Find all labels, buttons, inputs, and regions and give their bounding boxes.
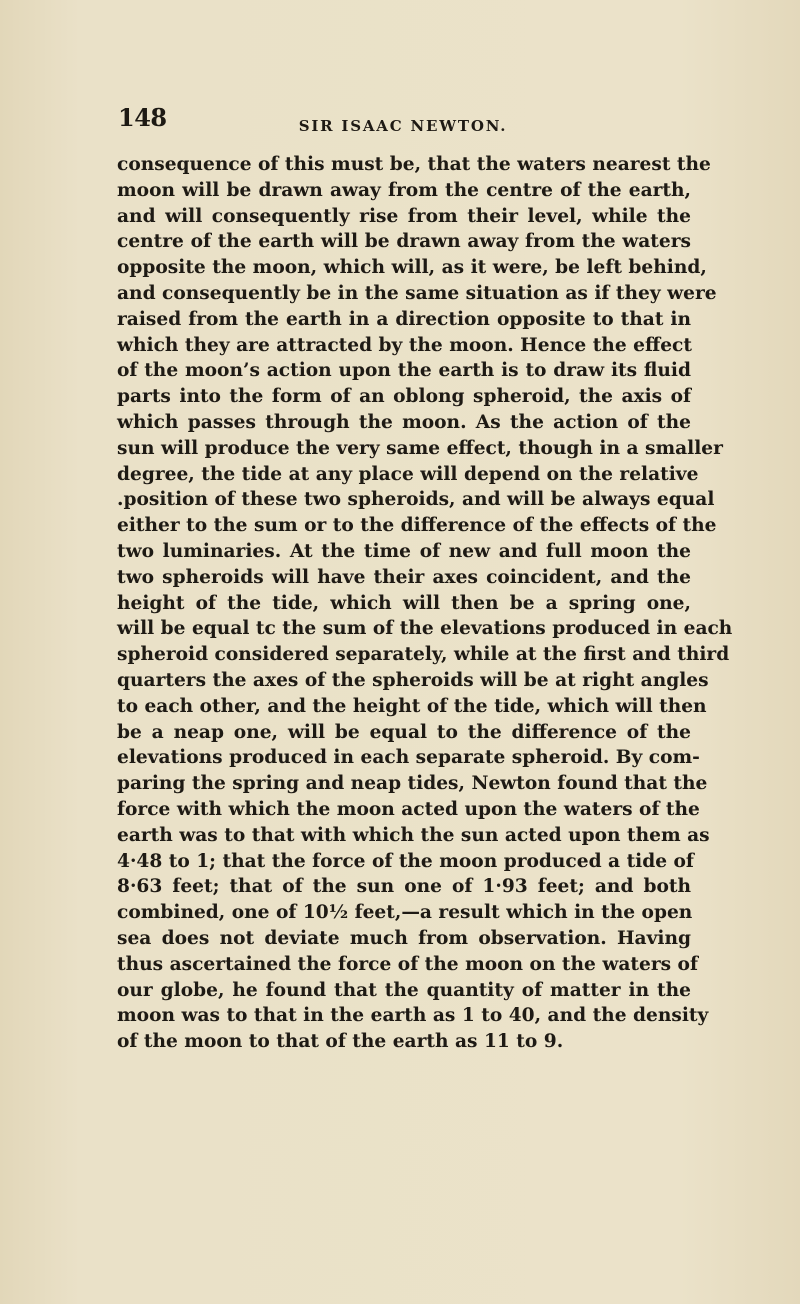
text-line: will be equal tc the sum of the elevations produced in each (117, 618, 733, 640)
text-line: and consequently be in the same situation as if they were (117, 282, 717, 304)
text-line: moon was to that in the earth as 1 to 40, and the density (117, 1005, 709, 1027)
text-line: earth was to that with which the sun acted upon them as (117, 824, 710, 846)
text-line: combined, one of 10½ feet,—a result which in the open (117, 902, 693, 924)
text-line: centre of the earth will be drawn away from the waters (117, 231, 691, 253)
text-line: of the moon’s action upon the earth is to draw its fluid (117, 360, 691, 382)
text-line: .position of these two spheroids, and will be always equal (117, 489, 715, 511)
text-line: to each other, and the height of the tide, which will then (117, 695, 707, 717)
text-line: of the moon to that of the earth as 11 to 9. (117, 1031, 564, 1053)
text-line: paring the spring and neap tides, Newton found that the (117, 773, 708, 795)
text-line: sea does not deviate much from observation. Having (117, 927, 691, 949)
page-header (118, 103, 688, 137)
text-line: elevations produced in each separate spheroid. By com- (117, 747, 700, 769)
text-line: consequence of this must be, that the waters nearest the (117, 154, 711, 175)
running-head: SIR ISAAC NEWTON. (298, 117, 508, 135)
text-line: moon will be drawn away from the centre of the earth, (117, 179, 691, 201)
text-line: height of the tide, which will then be a spring one, (117, 592, 691, 614)
text-line: thus ascertained the force of the moon on the waters of (117, 953, 698, 975)
text-line: and will consequently rise from their level, while the (117, 205, 691, 227)
text-line: 8·63 feet; that of the sun one of 1·93 feet; and both (117, 876, 691, 898)
text-line: which they are attracted by the moon. Hence the effect (117, 334, 692, 356)
text-line: two spheroids will have their axes coincident, and the (117, 566, 691, 588)
text-line: spheroid considered separately, while at the first and third (117, 644, 730, 666)
text-line: raised from the earth in a direction opposite to that in (117, 308, 691, 330)
text-line: our globe, he found that the quantity of matter in the (117, 979, 691, 1001)
text-line: be a neap one, will be equal to the difference of the (117, 721, 691, 743)
text-line: which passes through the moon. As the action of the (117, 411, 691, 433)
text-line: parts into the form of an oblong spheroid, the axis of (117, 386, 691, 408)
text-line: either to the sum or to the difference of the effects of the (117, 515, 717, 537)
text-line: sun will produce the very same effect, though in a smaller (117, 437, 723, 459)
text-line: degree, the tide at any place will depend on the relative (117, 463, 699, 485)
text-line: opposite the moon, which will, as it were, be left behind, (117, 257, 707, 279)
body-text (117, 152, 733, 1055)
page-number: 148 (118, 103, 167, 132)
text-line: quarters the axes of the spheroids will be at right angles (117, 669, 709, 691)
text-line: force with which the moon acted upon the waters of the (117, 798, 700, 820)
text-line: 4·48 to 1; that the force of the moon produced a tide of (117, 850, 694, 872)
text-line: two luminaries. At the time of new and full moon the (117, 540, 691, 562)
